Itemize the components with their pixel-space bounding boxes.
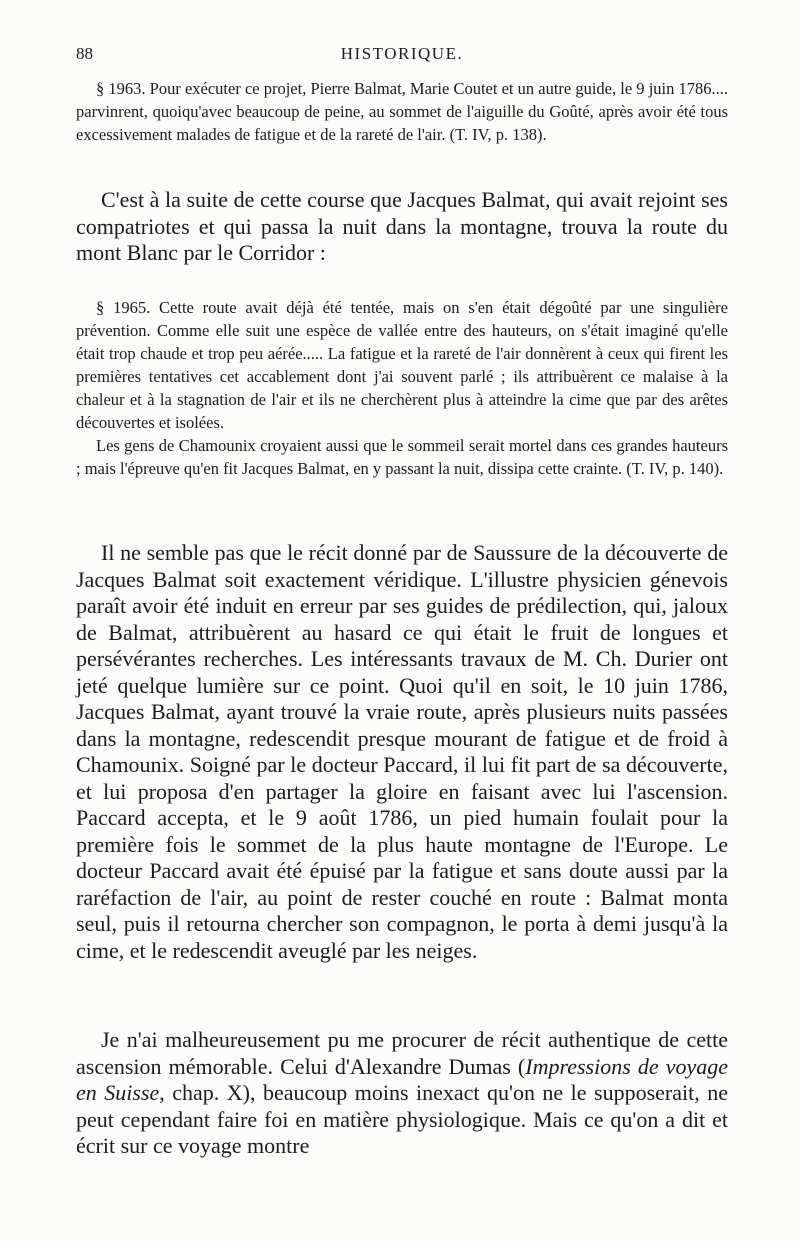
page-number: 88 xyxy=(76,44,93,63)
running-head: HISTORIQUE. xyxy=(340,44,464,63)
quotation-1965-para-2: Les gens de Chamounix croyaient aussi que le sommeil serait mortel dans ces grandes hauteurs ; mais l'épreuve qu'en fit Jacques Balmat, en y passant la nuit, dissipa cette crainte. (T. IV, p. 140). xyxy=(76,436,728,478)
paragraph-corridor xyxy=(76,187,728,267)
quotation-1965-para-1: § 1965. Cette route avait déjà été tentée, mais on s'en était dégoûté par une singulière prévention. Comme elle suit une espèce de vallée entre des hauteurs, on s'était imaginé qu'elle était trop chaude et trop peu aérée..... La fatigue et la rareté de l'air donnèrent à ceux qui firent les premières tentatives cet accablement dont j'ai souvent parlé ; ils attribuèrent ce malaise à la chaleur et à la stagnation de l'air et ils ne cherchèrent plus à atteindre la cime que par des arêtes découvertes et isolées. xyxy=(76,298,728,432)
quotation-1963 xyxy=(76,77,728,146)
quotation-1965 xyxy=(76,296,728,480)
paragraph-dumas-before: Je n'ai malheureusement pu me procurer de récit authentique de cette ascension mémorable. Celui d'Alexandre Dumas ( xyxy=(76,1027,728,1079)
paragraph-saussure xyxy=(76,540,728,964)
paragraph-dumas-after: , chap. X), beaucoup moins inexact qu'on ne le supposerait, ne peut cependant faire foi en matière physiologique. Mais ce qu'on a dit et écrit sur ce voyage montre xyxy=(76,1080,728,1158)
dumas-book-title: Impressions de voyage en Suisse xyxy=(76,1053,728,1105)
paragraph-dumas-text xyxy=(76,1027,728,1160)
paragraph-saussure-text: Il ne semble pas que le récit donné par de Saussure de la découverte de Jacques Balmat soit exactement véridique. L'illustre physicien génevois paraît avoir été induit en erreur par ses guides de prédilection, qui, jaloux de Balmat, attribuèrent au hasard ce qui était le fruit de longues et persévérantes recherches. Les intéressants travaux de M. Ch. Durier ont jeté quelque lumière sur ce point. Quoi qu'il en soit, le 10 juin 1786, Jacques Balmat, ayant trouvé la vraie route, après plusieurs nuits passées dans la montagne, redescendit presque mourant de fatigue et de froid à Chamounix. Soigné par le docteur Paccard, il lui fit part de sa découverte, et lui proposa d'en partager la gloire en faisant avec lui l'ascension. Paccard accepta, et le 9 août 1786, un pied humain foulait pour la première fois le sommet de la plus haute montagne de l'Europe. Le docteur Paccard avait été épuisé par la fatigue et sans doute aussi par la raréfaction de l'air, au point de rester couché en route : Balmat monta seul, puis il retourna chercher son compagnon, le porta à demi jusqu'à la cime, et le redescendit aveuglé par les neiges. xyxy=(76,540,728,963)
quotation-1963-text: § 1963. Pour exécuter ce projet, Pierre Balmat, Marie Coutet et un autre guide, le 9 juin 1786.... parvinrent, quoiqu'avec beaucoup de peine, au sommet de l'aiguille du Goûté, après avoir été tous excessivement malades de fatigue et de la rareté de l'air. (T. IV, p. 138). xyxy=(76,79,728,144)
paragraph-dumas xyxy=(76,1027,728,1160)
paragraph-corridor-text: C'est à la suite de cette course que Jacques Balmat, qui avait rejoint ses compatriotes et qui passa la nuit dans la montagne, trouva la route du mont Blanc par le Corridor : xyxy=(76,187,728,265)
page-header xyxy=(76,44,728,70)
